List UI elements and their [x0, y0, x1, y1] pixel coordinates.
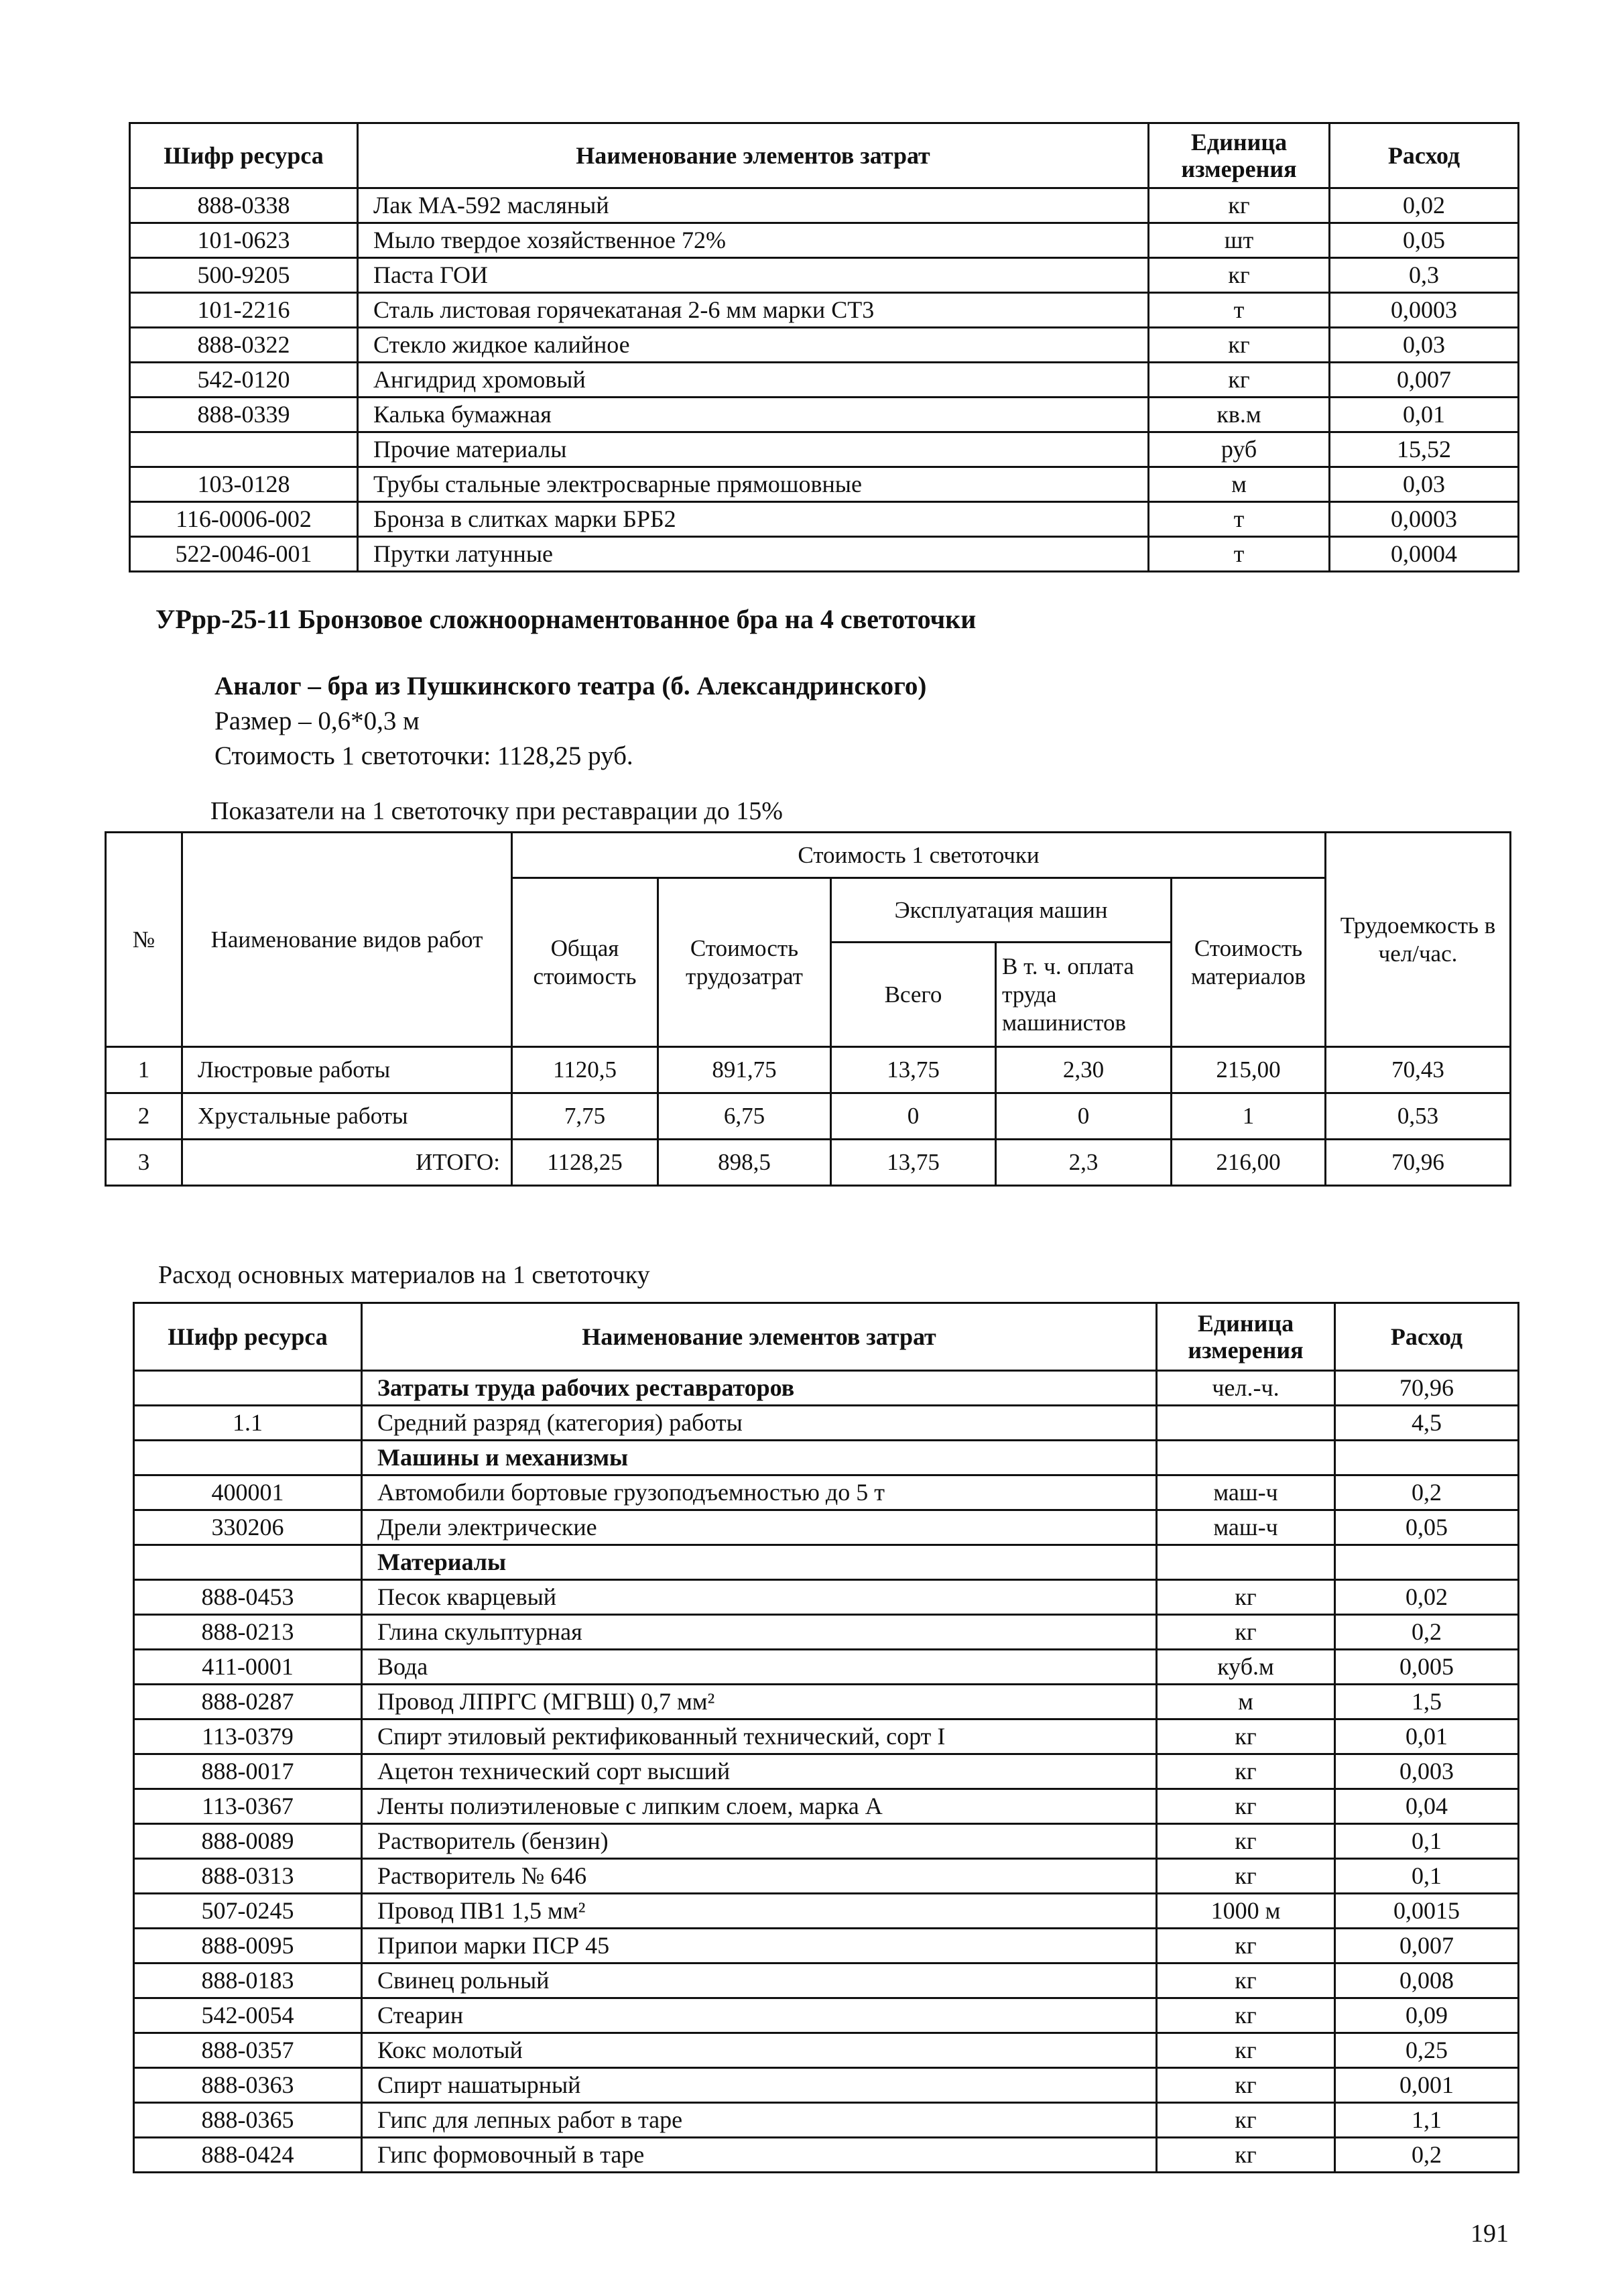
cell-usage: 0,04	[1335, 1789, 1519, 1824]
cell-name: Лак МА-592 масляный	[358, 188, 1149, 223]
cell-usage: 0,0003	[1330, 293, 1519, 328]
cell-unit: 1000 м	[1157, 1894, 1335, 1929]
cell-usage: 1,5	[1335, 1685, 1519, 1719]
table-row	[106, 1093, 1511, 1140]
cell-name: Провод ЛПРГС (МГВШ) 0,7 мм²	[362, 1685, 1157, 1719]
cell-usage: 0,007	[1335, 1929, 1519, 1963]
cell-unit: кг	[1157, 1998, 1335, 2033]
cell-unit: кг	[1149, 363, 1330, 398]
table-row	[134, 1824, 1519, 1859]
cell-unit: кг	[1157, 1859, 1335, 1894]
cell-unit: кг	[1157, 1929, 1335, 1963]
cell-code: 888-0095	[134, 1929, 362, 1963]
cell-code: 888-0089	[134, 1824, 362, 1859]
cell-all: 0	[831, 1093, 996, 1140]
table-row	[134, 1929, 1519, 1963]
cell-unit: кг	[1149, 188, 1330, 223]
cell-unit: кг	[1157, 2138, 1335, 2173]
table-row	[130, 398, 1519, 432]
cell-usage: 0,01	[1330, 398, 1519, 432]
cell-unit: кг	[1157, 1719, 1335, 1754]
cell-materials: 216,00	[1172, 1140, 1326, 1186]
table-row	[134, 1406, 1519, 1441]
cell-usage: 0,02	[1330, 188, 1519, 223]
cell-name: Бронза в слитках марки БРБ2	[358, 502, 1149, 537]
cell-unit: шт	[1149, 223, 1330, 258]
cell-name: Провод ПВ1 1,5 мм²	[362, 1894, 1157, 1929]
cell-name: Материалы	[362, 1545, 1157, 1580]
table-row	[134, 1894, 1519, 1929]
header-num: №	[106, 833, 182, 1047]
table-row	[130, 502, 1519, 537]
table-header-row	[134, 1303, 1519, 1371]
cell-num: 2	[106, 1093, 182, 1140]
cell-unit: кг	[1157, 2068, 1335, 2103]
cell-usage: 0,01	[1335, 1719, 1519, 1754]
cell-name: Вода	[362, 1650, 1157, 1685]
cell-effort: 70,43	[1326, 1047, 1511, 1093]
cell-name: Сталь листовая горячекатаная 2-6 мм марки СТ3	[358, 293, 1149, 328]
cell-work: Люстровые работы	[182, 1047, 512, 1093]
cell-labor: 898,5	[658, 1140, 831, 1186]
section-row	[134, 1441, 1519, 1475]
cell-name: Прутки латунные	[358, 537, 1149, 572]
cell-usage: 0,007	[1330, 363, 1519, 398]
analog-block	[214, 669, 926, 774]
cell-work: ИТОГО:	[182, 1140, 512, 1186]
section-row	[134, 1371, 1519, 1406]
cell-code: 500-9205	[130, 258, 358, 293]
cell-unit: чел.-ч.	[1157, 1371, 1335, 1406]
header-usage: Расход	[1330, 123, 1519, 188]
cell-name: Кокс молотый	[362, 2033, 1157, 2068]
header-labor: Стоимость трудозатрат	[658, 878, 831, 1047]
cell-unit: кг	[1149, 258, 1330, 293]
cell-incl: 2,30	[996, 1047, 1172, 1093]
table-row	[134, 1859, 1519, 1894]
cell-code: 400001	[134, 1475, 362, 1510]
cell-code: 888-0339	[130, 398, 358, 432]
page-number: 191	[1471, 2220, 1509, 2248]
cell-code: 888-0357	[134, 2033, 362, 2068]
cell-code: 888-0363	[134, 2068, 362, 2103]
cell-name: Свинец рольный	[362, 1963, 1157, 1998]
cell-usage: 0,0015	[1335, 1894, 1519, 1929]
cell-name: Ангидрид хромовый	[358, 363, 1149, 398]
cell-effort: 0,53	[1326, 1093, 1511, 1140]
table-row	[106, 1047, 1511, 1093]
cell-usage: 1,1	[1335, 2103, 1519, 2138]
cell-code: 888-0322	[130, 328, 358, 363]
table-row	[130, 188, 1519, 223]
table-row	[134, 2138, 1519, 2173]
cell-total: 1128,25	[512, 1140, 658, 1186]
cell-name: Растворитель № 646	[362, 1859, 1157, 1894]
cell-name: Гипс формовочный в таре	[362, 2138, 1157, 2173]
cell-unit: т	[1149, 502, 1330, 537]
cell-usage: 0,1	[1335, 1859, 1519, 1894]
cell-unit: кв.м	[1149, 398, 1330, 432]
table-row	[134, 1719, 1519, 1754]
header-unit: Единица измерения	[1149, 123, 1330, 188]
cell-unit	[1157, 1545, 1335, 1580]
cell-code: 113-0367	[134, 1789, 362, 1824]
cell-name: Спирт нашатырный	[362, 2068, 1157, 2103]
cell-usage: 0,05	[1335, 1510, 1519, 1545]
header-code: Шифр ресурса	[134, 1303, 362, 1371]
header-machines: Эксплуатация машин	[831, 878, 1172, 943]
cell-code: 542-0054	[134, 1998, 362, 2033]
table-row	[106, 1140, 1511, 1186]
table-row	[134, 2068, 1519, 2103]
cell-code: 330206	[134, 1510, 362, 1545]
cell-usage: 0,2	[1335, 1615, 1519, 1650]
cell-code: 888-0213	[134, 1615, 362, 1650]
materials-table	[133, 1302, 1519, 2173]
table-row	[134, 1475, 1519, 1510]
cell-unit: кг	[1157, 1615, 1335, 1650]
cell-unit: маш-ч	[1157, 1510, 1335, 1545]
cell-usage: 0,1	[1335, 1824, 1519, 1859]
cell-unit: м	[1157, 1685, 1335, 1719]
table-row	[130, 363, 1519, 398]
header-total: Общая стоимость	[512, 878, 658, 1047]
cell-materials: 215,00	[1172, 1047, 1326, 1093]
cell-unit: кг	[1157, 2033, 1335, 2068]
table-row	[130, 258, 1519, 293]
cell-unit: кг	[1149, 328, 1330, 363]
cell-usage: 15,52	[1330, 432, 1519, 467]
header-work: Наименование видов работ	[182, 833, 512, 1047]
cell-name: Ацетон технический сорт высший	[362, 1754, 1157, 1789]
cell-usage: 0,3	[1330, 258, 1519, 293]
cell-unit: м	[1149, 467, 1330, 502]
table-row	[134, 1685, 1519, 1719]
cell-code: 411-0001	[134, 1650, 362, 1685]
cell-name: Глина скульптурная	[362, 1615, 1157, 1650]
cell-usage: 0,05	[1330, 223, 1519, 258]
cell-code: 101-0623	[130, 223, 358, 258]
cell-name: Машины и механизмы	[362, 1441, 1157, 1475]
cell-usage: 0,03	[1330, 328, 1519, 363]
header-unit: Единица измерения	[1157, 1303, 1335, 1371]
cell-usage: 0,2	[1335, 2138, 1519, 2173]
cell-code: 888-0183	[134, 1963, 362, 1998]
cell-num: 3	[106, 1140, 182, 1186]
cell-name: Прочие материалы	[358, 432, 1149, 467]
cell-name: Паста ГОИ	[358, 258, 1149, 293]
cell-materials: 1	[1172, 1093, 1326, 1140]
cell-incl: 2,3	[996, 1140, 1172, 1186]
cell-unit: маш-ч	[1157, 1475, 1335, 1510]
cell-unit: кг	[1157, 1789, 1335, 1824]
header-name: Наименование элементов затрат	[358, 123, 1149, 188]
cell-name: Стекло жидкое калийное	[358, 328, 1149, 363]
cell-code: 888-0338	[130, 188, 358, 223]
cell-unit: кг	[1157, 1754, 1335, 1789]
cell-code	[130, 432, 358, 467]
cell-usage	[1335, 1441, 1519, 1475]
cell-unit: т	[1149, 293, 1330, 328]
cell-usage: 0,09	[1335, 1998, 1519, 2033]
cell-usage: 0,25	[1335, 2033, 1519, 2068]
cell-code: 888-0365	[134, 2103, 362, 2138]
cell-usage: 0,003	[1335, 1754, 1519, 1789]
cell-effort: 70,96	[1326, 1140, 1511, 1186]
cell-unit: руб	[1149, 432, 1330, 467]
cell-incl: 0	[996, 1093, 1172, 1140]
header-materials: Стоимость материалов	[1172, 878, 1326, 1047]
cell-usage	[1335, 1545, 1519, 1580]
table-row	[134, 1998, 1519, 2033]
cell-code	[134, 1371, 362, 1406]
table-row	[134, 1789, 1519, 1824]
header-all: Всего	[831, 943, 996, 1047]
materials-table-top	[129, 122, 1519, 572]
cell-name: Растворитель (бензин)	[362, 1824, 1157, 1859]
cell-code: 888-0287	[134, 1685, 362, 1719]
cell-code: 1.1	[134, 1406, 362, 1441]
cell-usage: 0,008	[1335, 1963, 1519, 1998]
cell-name: Затраты труда рабочих реставраторов	[362, 1371, 1157, 1406]
cell-all: 13,75	[831, 1047, 996, 1093]
cell-code: 888-0424	[134, 2138, 362, 2173]
table-row	[130, 293, 1519, 328]
cell-code	[134, 1441, 362, 1475]
cell-total: 1120,5	[512, 1047, 658, 1093]
cell-code: 113-0379	[134, 1719, 362, 1754]
cell-usage: 0,2	[1335, 1475, 1519, 1510]
cell-name: Мыло твердое хозяйственное 72%	[358, 223, 1149, 258]
cell-name: Ленты полиэтиленовые с липким слоем, марка А	[362, 1789, 1157, 1824]
table-row	[130, 328, 1519, 363]
cell-unit	[1157, 1441, 1335, 1475]
table-row	[130, 467, 1519, 502]
cell-name: Трубы стальные электросварные прямошовные	[358, 467, 1149, 502]
cell-code	[134, 1545, 362, 1580]
cell-name: Стеарин	[362, 1998, 1157, 2033]
cell-name: Средний разряд (категория) работы	[362, 1406, 1157, 1441]
table-row	[134, 1580, 1519, 1615]
cell-unit: кг	[1157, 2103, 1335, 2138]
cell-usage: 0,0003	[1330, 502, 1519, 537]
cell-unit: кг	[1157, 1580, 1335, 1615]
analog-title: Аналог – бра из Пушкинского театра (б. Александринского)	[214, 672, 927, 701]
cell-unit: т	[1149, 537, 1330, 572]
table-row	[134, 1963, 1519, 1998]
cell-code: 507-0245	[134, 1894, 362, 1929]
table-row	[134, 1650, 1519, 1685]
cell-name: Спирт этиловый ректификованный технический, сорт I	[362, 1719, 1157, 1754]
table-row	[130, 223, 1519, 258]
cell-all: 13,75	[831, 1140, 996, 1186]
table-row	[130, 432, 1519, 467]
table-row	[134, 1510, 1519, 1545]
cell-labor: 891,75	[658, 1047, 831, 1093]
table-row	[134, 2103, 1519, 2138]
cell-usage: 0,0004	[1330, 537, 1519, 572]
table-row	[130, 537, 1519, 572]
materials-caption: Расход основных материалов на 1 светоточку	[158, 1261, 650, 1289]
cell-unit: кг	[1157, 1824, 1335, 1859]
analog-size: Размер – 0,6*0,3 м	[214, 707, 420, 735]
cell-name: Калька бумажная	[358, 398, 1149, 432]
table-row	[134, 1754, 1519, 1789]
cell-name: Песок кварцевый	[362, 1580, 1157, 1615]
header-cost-group: Стоимость 1 светоточки	[512, 833, 1326, 878]
header-code: Шифр ресурса	[130, 123, 358, 188]
cell-code: 522-0046-001	[130, 537, 358, 572]
header-name: Наименование элементов затрат	[362, 1303, 1157, 1371]
cell-name: Автомобили бортовые грузоподъемностью до 5 т	[362, 1475, 1157, 1510]
cell-code: 542-0120	[130, 363, 358, 398]
table-row	[134, 1615, 1519, 1650]
cell-code: 103-0128	[130, 467, 358, 502]
cell-name: Дрели электрические	[362, 1510, 1157, 1545]
table-row	[134, 2033, 1519, 2068]
cell-work: Хрустальные работы	[182, 1093, 512, 1140]
cell-code: 888-0453	[134, 1580, 362, 1615]
cell-usage: 0,02	[1335, 1580, 1519, 1615]
cell-code: 888-0313	[134, 1859, 362, 1894]
header-incl: В т. ч. оплата труда машинистов	[996, 943, 1172, 1047]
header-effort: Трудоемкость в чел/час.	[1326, 833, 1511, 1047]
cell-usage: 0,001	[1335, 2068, 1519, 2103]
cell-name: Гипс для лепных работ в таре	[362, 2103, 1157, 2138]
cell-usage: 4,5	[1335, 1406, 1519, 1441]
section-heading: УРрр-25-11 Бронзовое сложноорнаментованное бра на 4 светоточки	[155, 604, 977, 634]
analog-cost: Стоимость 1 светоточки: 1128,25 руб.	[214, 741, 633, 770]
cell-code: 116-0006-002	[130, 502, 358, 537]
cell-name: Припои марки ПСР 45	[362, 1929, 1157, 1963]
header-usage: Расход	[1335, 1303, 1519, 1371]
section-row	[134, 1545, 1519, 1580]
cell-unit: кг	[1157, 1963, 1335, 1998]
cell-num: 1	[106, 1047, 182, 1093]
cell-code: 101-2216	[130, 293, 358, 328]
table-header-row	[106, 833, 1511, 878]
cell-usage: 70,96	[1335, 1371, 1519, 1406]
indicators-table	[105, 831, 1511, 1187]
cell-usage: 0,005	[1335, 1650, 1519, 1685]
indicators-caption: Показатели на 1 светоточку при реставрации до 15%	[210, 797, 783, 825]
cell-code: 888-0017	[134, 1754, 362, 1789]
cell-labor: 6,75	[658, 1093, 831, 1140]
cell-usage: 0,03	[1330, 467, 1519, 502]
cell-unit: куб.м	[1157, 1650, 1335, 1685]
cell-total: 7,75	[512, 1093, 658, 1140]
table-header-row	[130, 123, 1519, 188]
cell-unit	[1157, 1406, 1335, 1441]
